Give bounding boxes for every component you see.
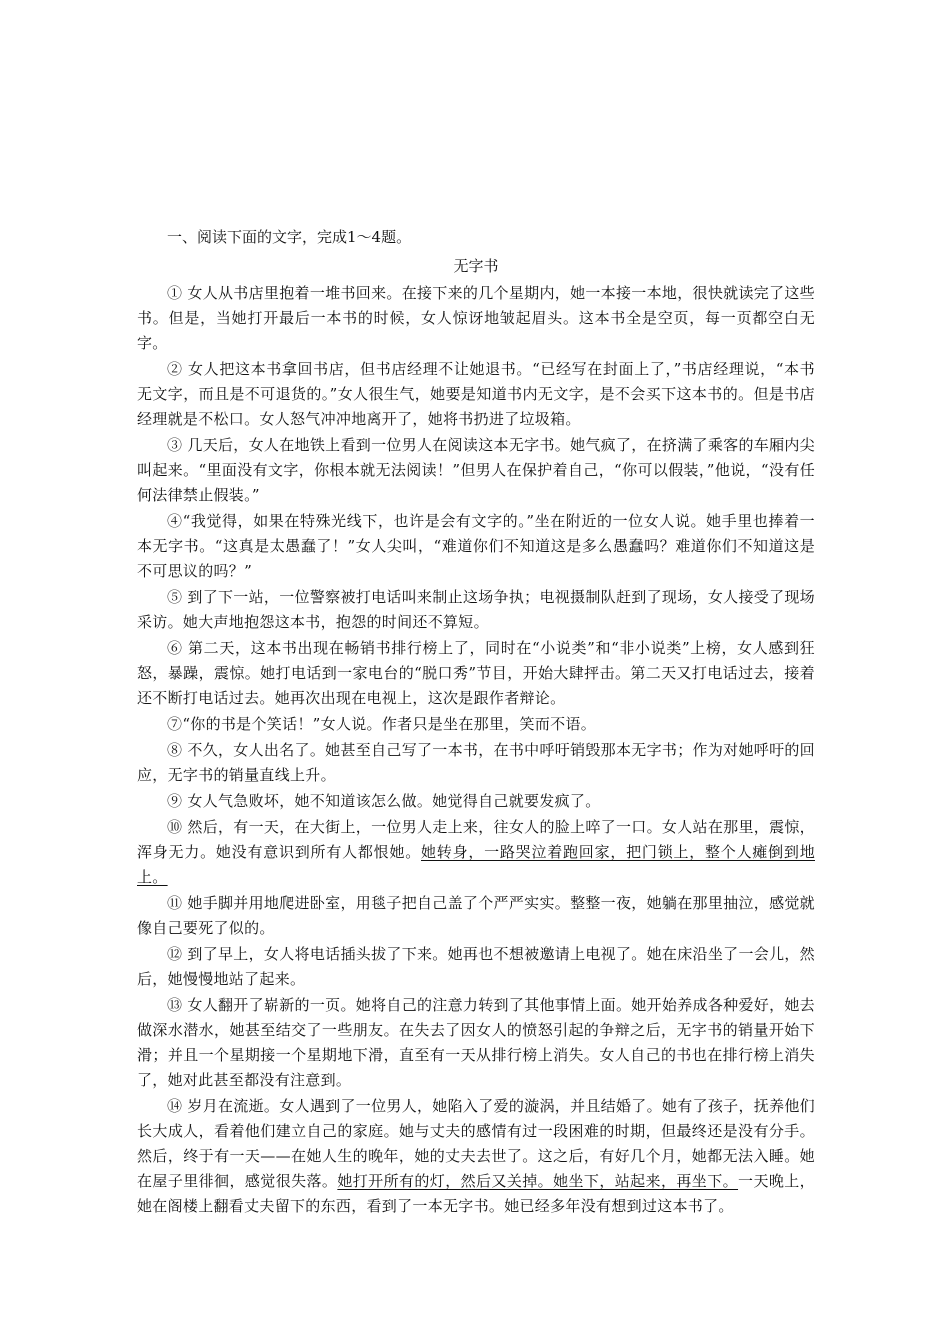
paragraph-5: ⑤ 到了下一站，一位警察被打电话叫来制止这场争执；电视摄制队赶到了现场，女人接受了现场采访。她大声地抱怨这本书，抱怨的时间还不算短。 xyxy=(137,588,815,631)
paragraph-6: ⑥ 第二天，这本书出现在畅销书排行榜上了，同时在“小说类”和“非小说类”上榜，女人感到狂怒，暴躁，震惊。她打电话到一家电台的“脱口秀”节目，开始大肆抨击。第二天又打电话过去，接着还不断打电话过去。她再次出现在电视上，这次是跟作者辩论。 xyxy=(137,639,815,707)
paragraph-7: ⑦“你的书是个笑话！”女人说。作者只是坐在那里，笑而不语。 xyxy=(167,715,597,733)
paragraph-2: ② 女人把这本书拿回书店，但书店经理不让她退书。“已经写在封面上了，”书店经理说，“本书无文字，而且是不可退货的。”女人很生气，她要是知道书内无文字，是不会买下这本书的。但是书店经理就是不松口。女人怒气冲冲地离开了，她将书扔进了垃圾箱。 xyxy=(137,360,815,428)
underlined-sentence-2: 她打开所有的灯，然后又关掉。她坐下，站起来，再坐下。 xyxy=(337,1172,739,1190)
paragraph-14: ⑭ 岁月在流逝。女人遇到了一位男人，她陷入了爱的漩涡，并且结婚了。她有了孩子，抚养他们长大成人，看着他们建立自己的家庭。她与丈夫的感情有过一段困难的时期，但最终还是没有分手。然后，终于有一天——在她人生的晚年，她的丈夫去世了。这之后，有好几个月，她都无法入睡。她在屋子里徘徊，感觉很失落。她打开所有的灯，然后又关掉。她坐下，站起来，再坐下。一天晚上，她在阁楼上翻看丈夫留下的东西，看到了一本无字书。她已经多年没有想到过这本书了。 xyxy=(137,1097,815,1215)
paragraph-11: ⑪ 她手脚并用地爬进卧室，用毯子把自己盖了个严严实实。整整一夜，她躺在那里抽泣，感觉就像自己要死了似的。 xyxy=(137,894,815,937)
document-page xyxy=(137,225,815,1219)
paragraph-4: ④“我觉得，如果在特殊光线下，也许是会有文字的。”坐在附近的一位女人说。她手里也捧着一本无字书。“这真是太愚蠢了！”女人尖叫，“难道你们不知道这是多么愚蠢吗？难道你们不知道这是不可思议的吗？” xyxy=(137,512,815,580)
question-instruction: 一、阅读下面的文字，完成1～4题。 xyxy=(167,228,412,246)
underlined-sentence-1: 她转身，一路哭泣着跑回家，把门锁上，整个人瘫倒到地上。 xyxy=(137,843,815,886)
paragraph-13: ⑬ 女人翻开了崭新的一页。她将自己的注意力转到了其他事情上面。她开始养成各种爱好，她去做深水潜水，她甚至结交了一些朋友。在失去了因女人的愤怒引起的争辩之后，无字书的销量开始下滑；并且一个星期接一个星期地下滑，直至有一天从排行榜上消失。女人自己的书也在排行榜上消失了，她对此甚至都没有注意到。 xyxy=(137,996,815,1089)
paragraph-10: ⑩ 然后，有一天，在大街上，一位男人走上来，往女人的脸上啐了一口。女人站在那里，震惊，浑身无力。她没有意识到所有人都恨她。她转身，一路哭泣着跑回家，把门锁上，整个人瘫倒到地上。 xyxy=(137,818,815,886)
paragraph-8: ⑧ 不久，女人出名了。她甚至自己写了一本书，在书中呼吁销毁那本无字书；作为对她呼吁的回应，无字书的销量直线上升。 xyxy=(137,741,815,784)
paragraph-12: ⑫ 到了早上，女人将电话插头拔了下来。她再也不想被邀请上电视了。她在床沿坐了一会儿，然后，她慢慢地站了起来。 xyxy=(137,945,815,988)
paragraph-3: ③ 几天后，女人在地铁上看到一位男人在阅读这本无字书。她气疯了，在挤满了乘客的车厢内尖叫起来。“里面没有文字，你根本就无法阅读！”但男人在保护着自己，“你可以假装，”他说，“没有任何法律禁止假装。” xyxy=(137,436,815,504)
paragraph-9: ⑨ 女人气急败坏，她不知道该怎么做。她觉得自己就要发疯了。 xyxy=(167,792,601,810)
paragraph-1: ① 女人从书店里抱着一堆书回来。在接下来的几个星期内，她一本接一本地，很快就读完了这些书。但是，当她打开最后一本书的时候，女人惊讶地皱起眉头。这本书全是空页，每一页都空白无字。 xyxy=(137,284,815,352)
article-title: 无字书 xyxy=(453,257,499,275)
